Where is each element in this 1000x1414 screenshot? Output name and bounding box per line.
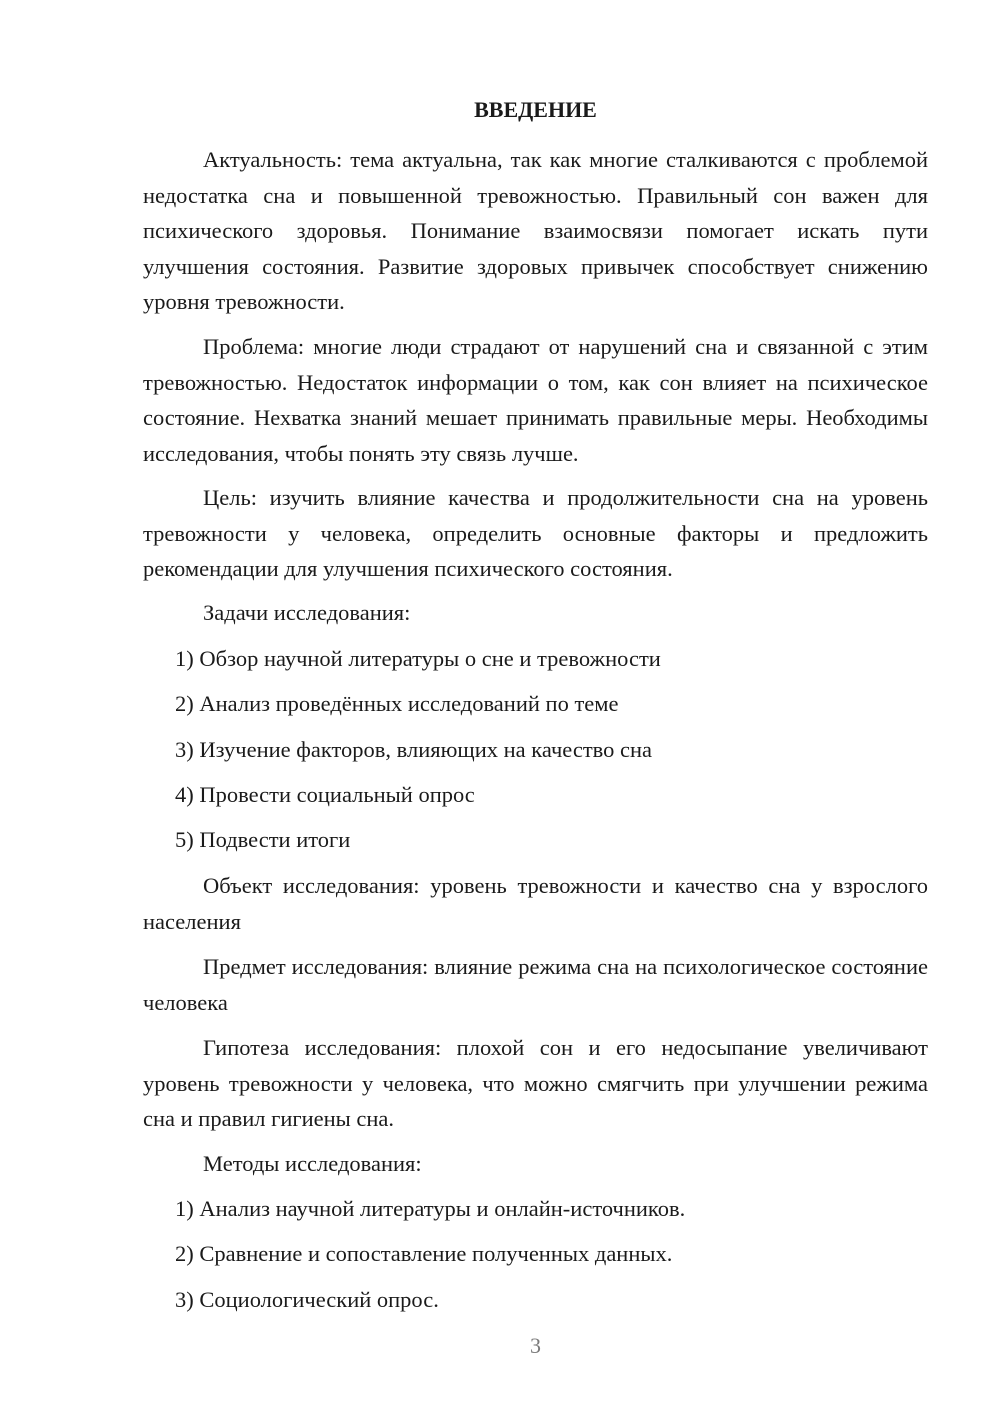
list-item: 5) Подвести итоги <box>175 827 351 852</box>
hypothesis-paragraph: Гипотеза исследования: плохой сон и его недосыпание увеличивают уровень тревожности у человека, что можно смягчить при улучшении режима сна и правил гигиены сна. <box>143 1035 928 1131</box>
list-item: 1) Обзор научной литературы о сне и тревожности <box>175 646 661 671</box>
problem-paragraph: Проблема: многие люди страдают от нарушений сна и связанной с этим тревожностью. Недостаток информации о том, как сон влияет на психическое состояние. Нехватка знаний мешает принимать правильные меры. Необходимы исследования, чтобы понять эту связь лучше. <box>143 334 928 466</box>
page-title: ВВЕДЕНИЕ <box>474 97 597 122</box>
object-paragraph: Объект исследования: уровень тревожности и качество сна у взрослого населения <box>143 873 928 934</box>
list-item: 4) Провести социальный опрос <box>175 782 475 807</box>
page-number: 3 <box>530 1333 541 1358</box>
relevance-paragraph: Актуальность: тема актуальна, так как многие сталкиваются с проблемой недостатка сна и повышенной тревожностью. Правильный сон важен для психического здоровья. Понимание взаимосвязи помогает искать пути улучшения состояния. Развитие здоровых привычек способствует снижению уровня тревожности. <box>143 147 928 314</box>
tasks-heading: Задачи исследования: <box>203 600 411 625</box>
document-page <box>143 0 928 1414</box>
methods-heading: Методы исследования: <box>203 1151 422 1176</box>
subject-paragraph: Предмет исследования: влияние режима сна на психологическое состояние человека <box>143 954 928 1015</box>
list-item: 2) Анализ проведённых исследований по теме <box>175 691 619 716</box>
list-item: 2) Сравнение и сопоставление полученных данных. <box>175 1241 673 1266</box>
list-item: 3) Социологический опрос. <box>175 1287 439 1312</box>
list-item: 3) Изучение факторов, влияющих на качество сна <box>175 737 653 762</box>
goal-paragraph: Цель: изучить влияние качества и продолжительности сна на уровень тревожности у человека, определить основные факторы и предложить рекомендации для улучшения психического состояния. <box>143 485 928 581</box>
list-item: 1) Анализ научной литературы и онлайн-источников. <box>175 1196 686 1221</box>
